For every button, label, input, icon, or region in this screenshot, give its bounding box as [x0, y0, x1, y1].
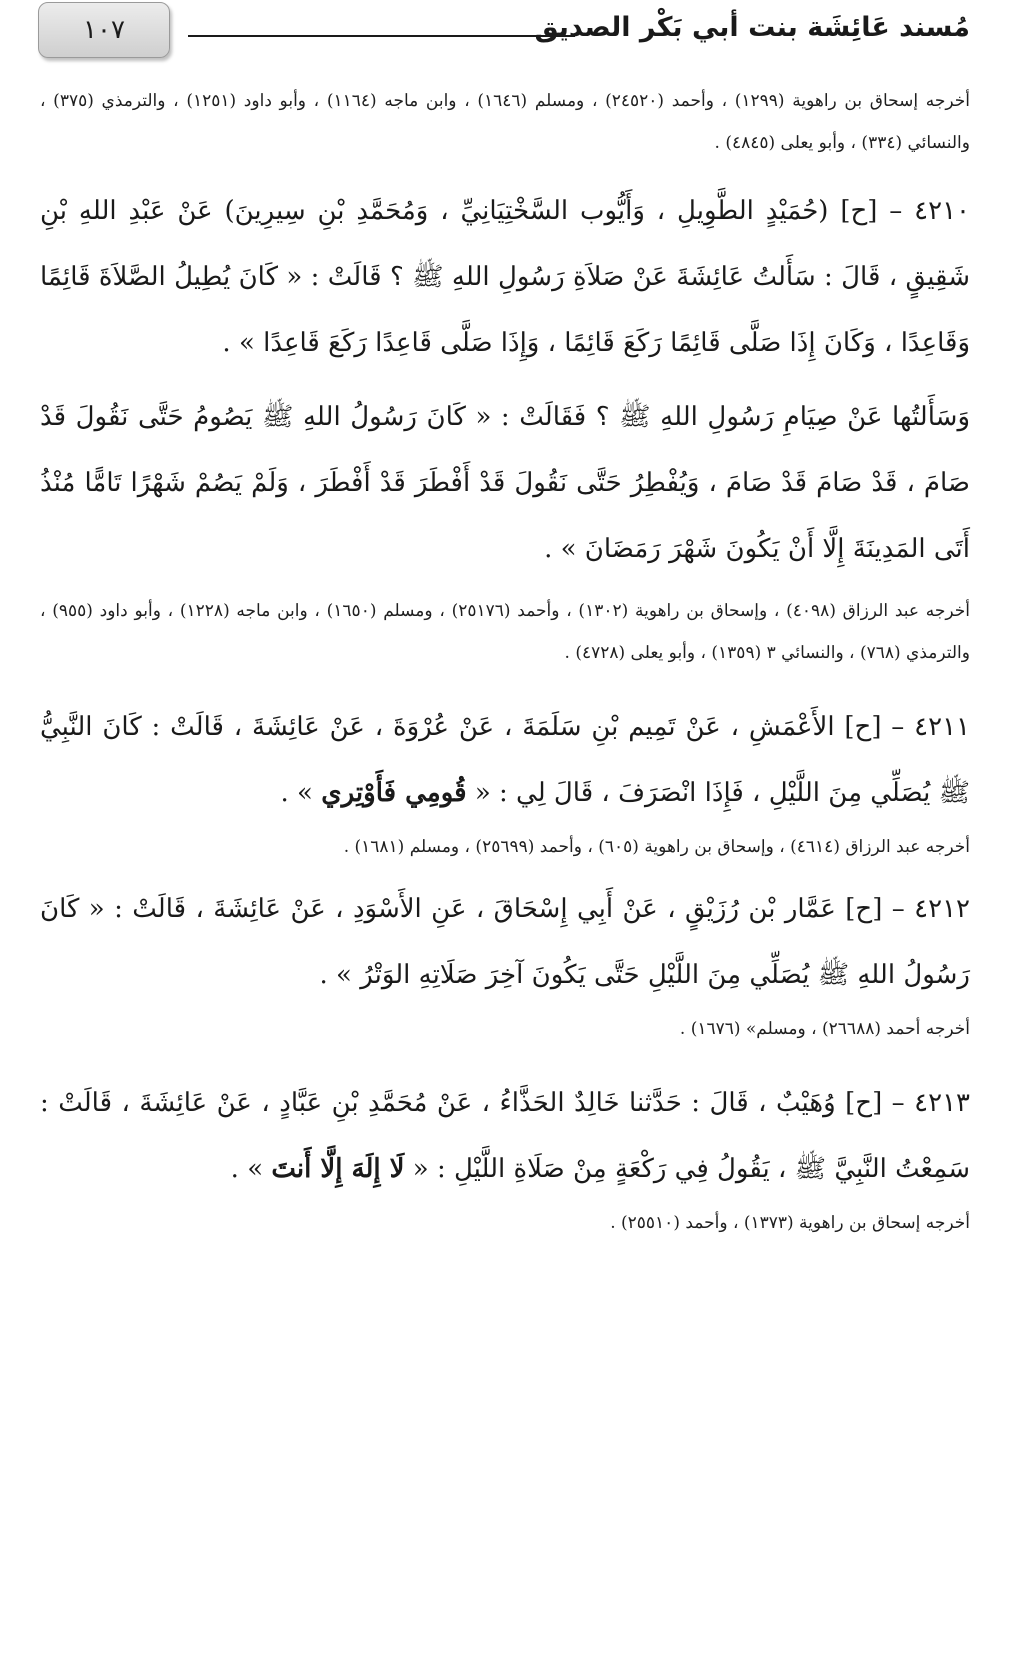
hadith-end-4213: » .	[230, 1154, 264, 1184]
hadith-quote-4213: لَا إِلَهَ إِلَّا أَنتَ	[271, 1154, 405, 1184]
hadith-number-4211: ٤٢١١ – [ح]	[844, 712, 970, 742]
running-title: مُسند عَائِشَة بنت أبي بَكْر الصديق	[534, 12, 970, 43]
takhrij-prev: أخرجه إسحاق بن راهوية (١٢٩٩) ، وأحمد (٢٤٥٢٠) ، ومسلم (١٦٤٦) ، وابن ماجه (١١٦٤) ، وأبو داود (١٢٥١) ، والترمذي (٣٧٥) ، والنسائي (٣٣٤) ، وأبو يعلى (٤٨٤٥) .	[40, 91, 971, 153]
hadith-end-4211: » .	[280, 778, 313, 808]
hadith-number-4212: ٤٢١٢ – [ح]	[845, 894, 970, 924]
takhrij-4212: أخرجه أحمد (٢٦٦٨٨) ، ومسلم» (١٦٧٦) .	[679, 1019, 970, 1039]
takhrij-4211: أخرجه عبد الرزاق (٤٦١٤) ، وإسحاق بن راهوية (٦٠٥) ، وأحمد (٢٥٦٩٩) ، ومسلم (١٦٨١) .	[343, 837, 970, 857]
hadith-text-4212: عَمَّار بْن رُزَيْقٍ ، عَنْ أَبِي إِسْحَاقَ ، عَنِ الأَسْوَدِ ، عَنْ عَائِشَةَ ، قَالَتْ : « كَانَ رَسُولُ اللهِ ﷺ يُصَلِّي مِنَ اللَّيْلِ حَتَّى يَكُونَ آخِرَ صَلَاتِهِ الوَتْرُ » .	[40, 894, 970, 990]
page-number: ١٠٧	[38, 2, 170, 58]
hadith-4210-continuation: وَسَأَلتُها عَنْ صِيَامِ رَسُولِ اللهِ ﷺ ؟ فَقَالَتْ : « كَانَ رَسُولُ اللهِ ﷺ يَصُومُ حَتَّى نَقُولَ قَدْ صَامَ ، قَدْ صَامَ قَدْ صَامَ ، وَيُفْطِرُ حَتَّى نَقُولَ قَدْ أَفْطَرَ قَدْ أَفْطَرَ ، وَلَمْ يَصُمْ شَهْرًا تَامًّا مُنْذُ أَتَى المَدِينَةَ إِلَّا أَنْ يَكُونَ شَهْرَ رَمَضَانَ » .	[40, 402, 970, 564]
takhrij-4210: أخرجه عبد الرزاق (٤٠٩٨) ، وإسحاق بن راهوية (١٣٠٢) ، وأحمد (٢٥١٧٦) ، ومسلم (١٦٥٠) ، وابن ماجه (١٢٢٨) ، وأبو داود (٩٥٥) ، والترمذي (٧٦٨) ، والنسائي ٣ (١٣٥٩) ، وأبو يعلى (٤٧٢٨) .	[40, 601, 971, 663]
page-header	[38, 0, 970, 60]
hadith-4213	[40, 1070, 970, 1202]
hadith-4211	[40, 694, 970, 826]
takhrij-4213: أخرجه إسحاق بن راهوية (١٣٧٣) ، وأحمد (٢٥٥١٠) .	[610, 1213, 970, 1233]
hadith-quote-4211: قُومِي فَأَوْتِري	[321, 778, 467, 808]
hadith-text-4211: الأَعْمَشِ ، عَنْ تَمِيم بْنِ سَلَمَةَ ، عَنْ عُرْوَةَ ، عَنْ عَائِشَةَ ، قَالَتْ : كَانَ النَّبِيُّ ﷺ يُصَلِّي مِنَ اللَّيْلِ ، فَإِذَا انْصَرَفَ ، قَالَ لِي : «	[40, 712, 970, 808]
page-content	[40, 80, 970, 1244]
hadith-number-4213: ٤٢١٣ – [ح]	[845, 1088, 970, 1118]
header-rule	[188, 35, 575, 37]
hadith-number-4210: ٤٢١٠ – [ح]	[840, 196, 970, 226]
hadith-4210	[40, 178, 970, 376]
hadith-text-4210: (حُمَيْدٍ الطَّوِيلِ ، وَأَيُّوب السَّخْتِيَانِيِّ ، وَمُحَمَّدِ بْنِ سِيرِينَ) عَنْ عَبْدِ اللهِ بْنِ شَقِيقٍ ، قَالَ : سَأَلتُ عَائِشَةَ عَنْ صَلاَةِ رَسُولِ اللهِ ﷺ ؟ قَالَتْ : « كَانَ يُطِيلُ الصَّلاَةَ قَائِمًا وَقَاعِدًا ، وَكَانَ إِذَا صَلَّى قَائِمًا رَكَعَ قَائِمًا ، وَإِذَا صَلَّى قَاعِدًا رَكَعَ قَاعِدًا » .	[40, 196, 970, 358]
hadith-4212	[40, 876, 970, 1008]
hadith-text-4213: وُهَيْبٌ ، قَالَ : حَدَّثنا خَالِدٌ الحَذَّاءُ ، عَنْ مُحَمَّدِ بْنِ عَبَّادٍ ، عَنْ عَائِشَةَ ، قَالَتْ : سَمِعْتُ النَّبِيَّ ﷺ ، يَقُولُ فِي رَكْعَةٍ مِنْ صَلَاةِ اللَّيْلِ : «	[40, 1088, 970, 1184]
